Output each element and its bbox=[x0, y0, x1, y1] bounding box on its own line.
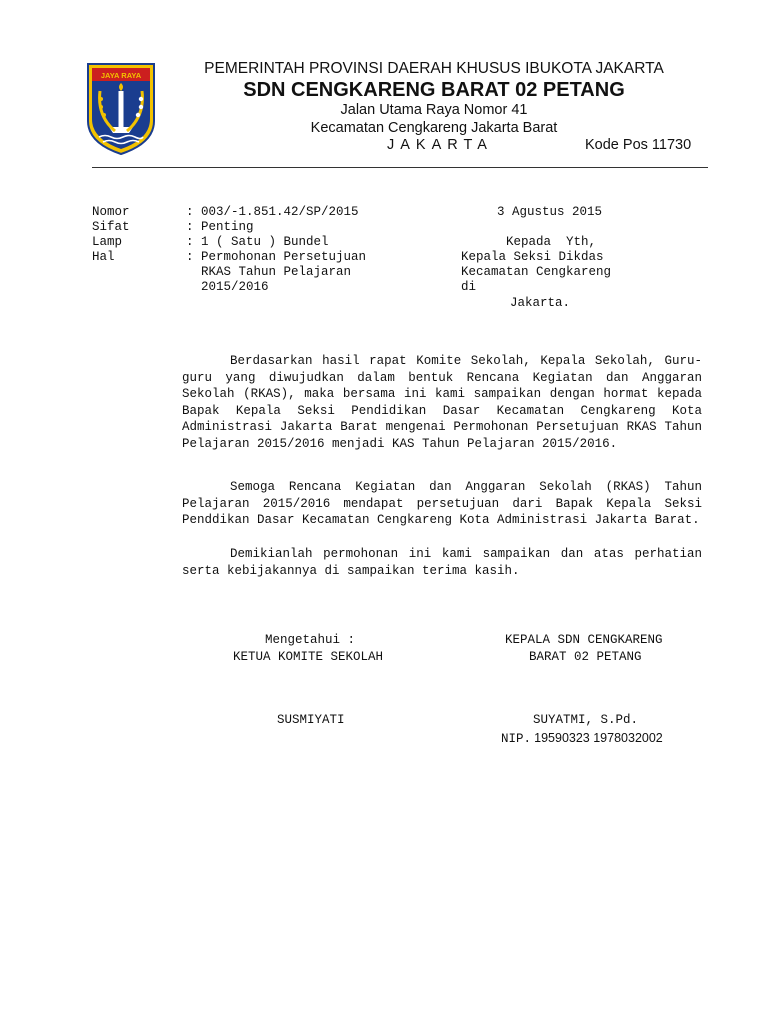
hal-line3: 2015/2016 bbox=[201, 280, 269, 294]
hal-line2: RKAS Tahun Pelajaran bbox=[201, 265, 352, 279]
letter-date: 3 Agustus 2015 bbox=[497, 205, 603, 219]
recipient-city: Jakarta. bbox=[510, 296, 571, 310]
postal-code: Kode Pos 11730 bbox=[585, 137, 692, 153]
address-street: Jalan Utama Raya Nomor 41 bbox=[340, 102, 528, 118]
address-district: Kecamatan Cengkareng Jakarta Barat bbox=[310, 120, 558, 136]
body-paragraph-1: Berdasarkan hasil rapat Komite Sekolah, Kepala Sekolah, Guru-guru yang diwujudkan dalam bentuk Rencana Kegiatan dan Anggaran Sekolah (RKAS), maka bersama ini kami sampaikan dengan hormat kepada Bapak Kepala Seksi Pendidikan Dasar Kecamatan Cengkareng Kota Administrasi Jakarta Barat mengenai Permohonan Persetujuan RKAS Tahun Pelajaran 2015/2016 menjadi KAS Tahun Pelajaran 2015/2016. bbox=[182, 354, 702, 451]
logo-motto: JAYA RAYA bbox=[100, 71, 142, 80]
address-city: JAKARTA bbox=[387, 137, 493, 153]
recipient-district: Kecamatan Cengkareng bbox=[461, 265, 612, 279]
left-sign-name: SUSMIYATI bbox=[277, 713, 345, 727]
nip-number: 19590323 1978032002 bbox=[534, 731, 663, 745]
right-sign-name: SUYATMI, S.Pd. bbox=[533, 713, 639, 727]
school-name: SDN CENGKARENG BARAT 02 PETANG bbox=[243, 79, 625, 101]
left-sign-title: KETUA KOMITE SEKOLAH bbox=[233, 650, 384, 664]
nip-line bbox=[501, 731, 669, 747]
lamp-value: : 1 ( Satu ) Bundel bbox=[186, 235, 329, 249]
recipient-di: di bbox=[461, 280, 477, 294]
lamp-label: Lamp bbox=[92, 235, 123, 249]
body-paragraph-3: Demikianlah permohonan ini kami sampaikan dan atas perhatian serta kebijakannya di sampaikan terima kasih. bbox=[182, 547, 702, 578]
nomor-value: : 003/-1.851.42/SP/2015 bbox=[186, 205, 359, 219]
government-title: PEMERINTAH PROVINSI DAERAH KHUSUS IBUKOTA JAKARTA bbox=[204, 60, 664, 77]
nomor-label: Nomor bbox=[92, 205, 130, 219]
right-sign-title-2: BARAT 02 PETANG bbox=[529, 650, 642, 664]
nip-label: NIP. bbox=[501, 732, 532, 746]
left-sign-caption: Mengetahui : bbox=[265, 633, 356, 647]
header-divider bbox=[92, 167, 708, 168]
sifat-value: : Penting bbox=[186, 220, 254, 234]
body-paragraph-2: Semoga Rencana Kegiatan dan Anggaran Sekolah (RKAS) Tahun Pelajaran 2015/2016 mendapat persetujuan dari Bapak Kepala Seksi Penddikan Dasar Kecamatan Cengkareng Kota Administrasi Jakarta Barat. bbox=[182, 480, 702, 528]
right-sign-title-1: KEPALA SDN CENGKARENG bbox=[505, 633, 663, 647]
recipient-greeting: Kepada Yth, bbox=[506, 235, 597, 249]
hal-label: Hal bbox=[92, 250, 115, 264]
hal-line1: : Permohonan Persetujuan bbox=[186, 250, 367, 264]
recipient-title: Kepala Seksi Dikdas bbox=[461, 250, 604, 264]
sifat-label: Sifat bbox=[92, 220, 130, 234]
